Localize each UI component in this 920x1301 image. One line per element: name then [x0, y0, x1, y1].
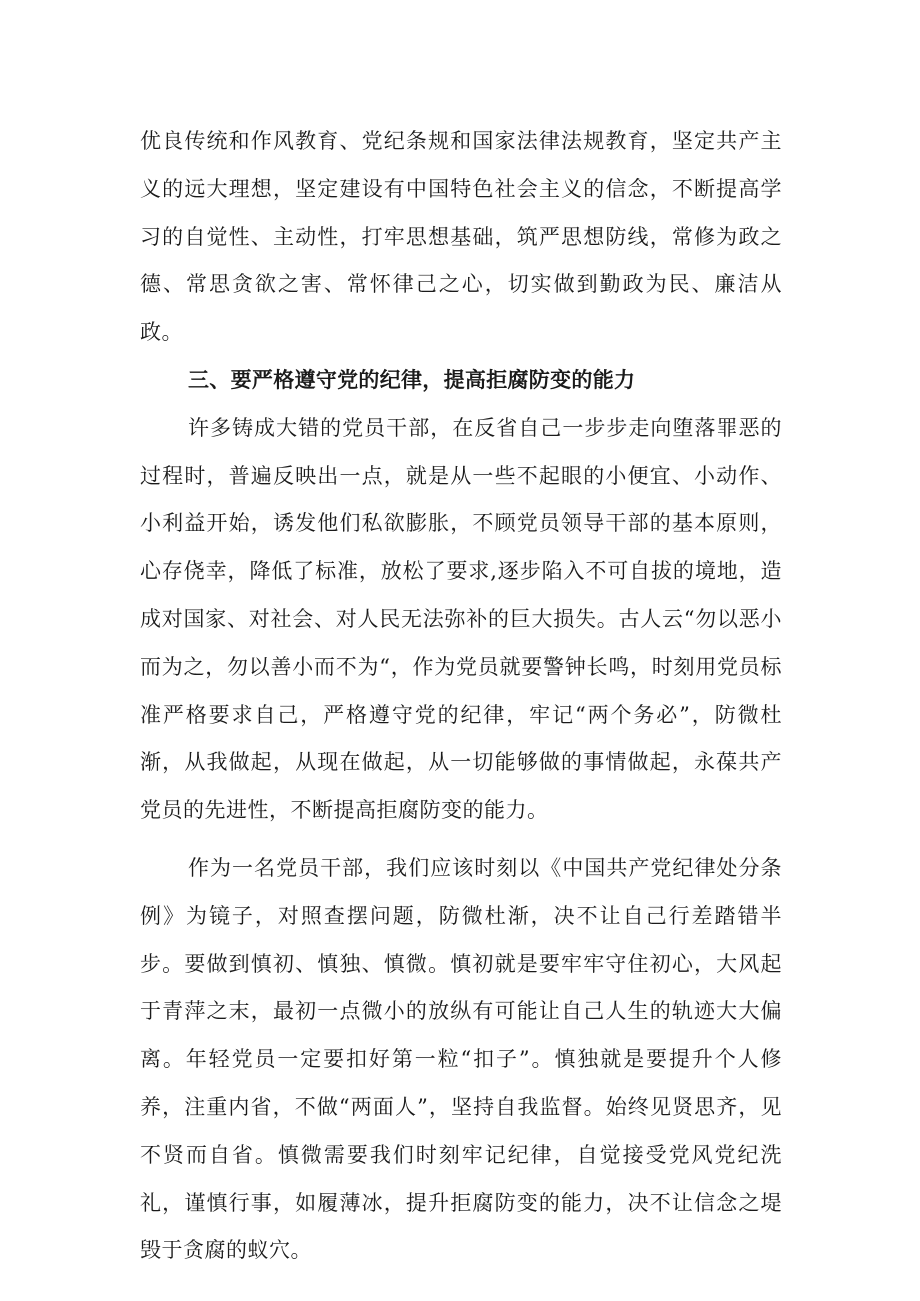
paragraph-lessons: 许多铸成大错的党员干部，在反省自己一步步走向堕落罪恶的过程时，普遍反映出一点，就是从一些不起眼的小便宜、小动作、小利益开始，诱发他们私欲膨胀，不顾党员领导干部的基本原则，心存侥幸，降低了标准，放松了要求,逐步陷入不可自拔的境地，造成对国家、对社会、对人民无法弥补的巨大损失。古人云“勿以恶小而为之，勿以善小而不为“，作为党员就要警钟长鸣，时刻用党员标准严格要求自己，严格遵守党的纪律，牢记“两个务必”，防微杜渐，从我做起，从现在做起，从一切能够做的事情做起，永葆共产党员的先进性，不断提高拒腐防变的能力。 — [140, 415, 782, 823]
paragraph-spacer — [140, 835, 782, 845]
paragraph-discipline-regulations: 作为一名党员干部，我们应该时刻以《中国共产党纪律处分条例》为镜子，对照查摆问题，防微杜渐，决不让自己行差踏错半步。要做到慎初、慎独、慎微。慎初就是要牢牢守住初心，大风起于青萍之末，最初一点微小的放纵有可能让自己人生的轨迹大大偏离。年轻党员一定要扣好第一粒“扣子”。慎独就是要提升个人修养，注重内省，不做“两面人”，坚持自我监督。始终见贤思齐，见不贤而自省。慎微需要我们时刻牢记纪律，自觉接受党风党纪洗礼，谨慎行事，如履薄冰，提升拒腐防变的能力，决不让信念之堤毁于贪腐的蚁穴。 — [140, 855, 782, 1263]
document-page — [140, 118, 782, 1275]
paragraph-continuation: 优良传统和作风教育、党纪条规和国家法律法规教育，坚定共产主义的远大理想，坚定建设有中国特色社会主义的信念，不断提高学习的自觉性、主动性，打牢思想基础，筑严思想防线，常修为政之德、常思贪欲之害、常怀律己之心，切实做到勤政为民、廉洁从政。 — [140, 129, 782, 345]
section-heading: 三、要严格遵守党的纪律，提高拒腐防变的能力 — [188, 367, 636, 392]
